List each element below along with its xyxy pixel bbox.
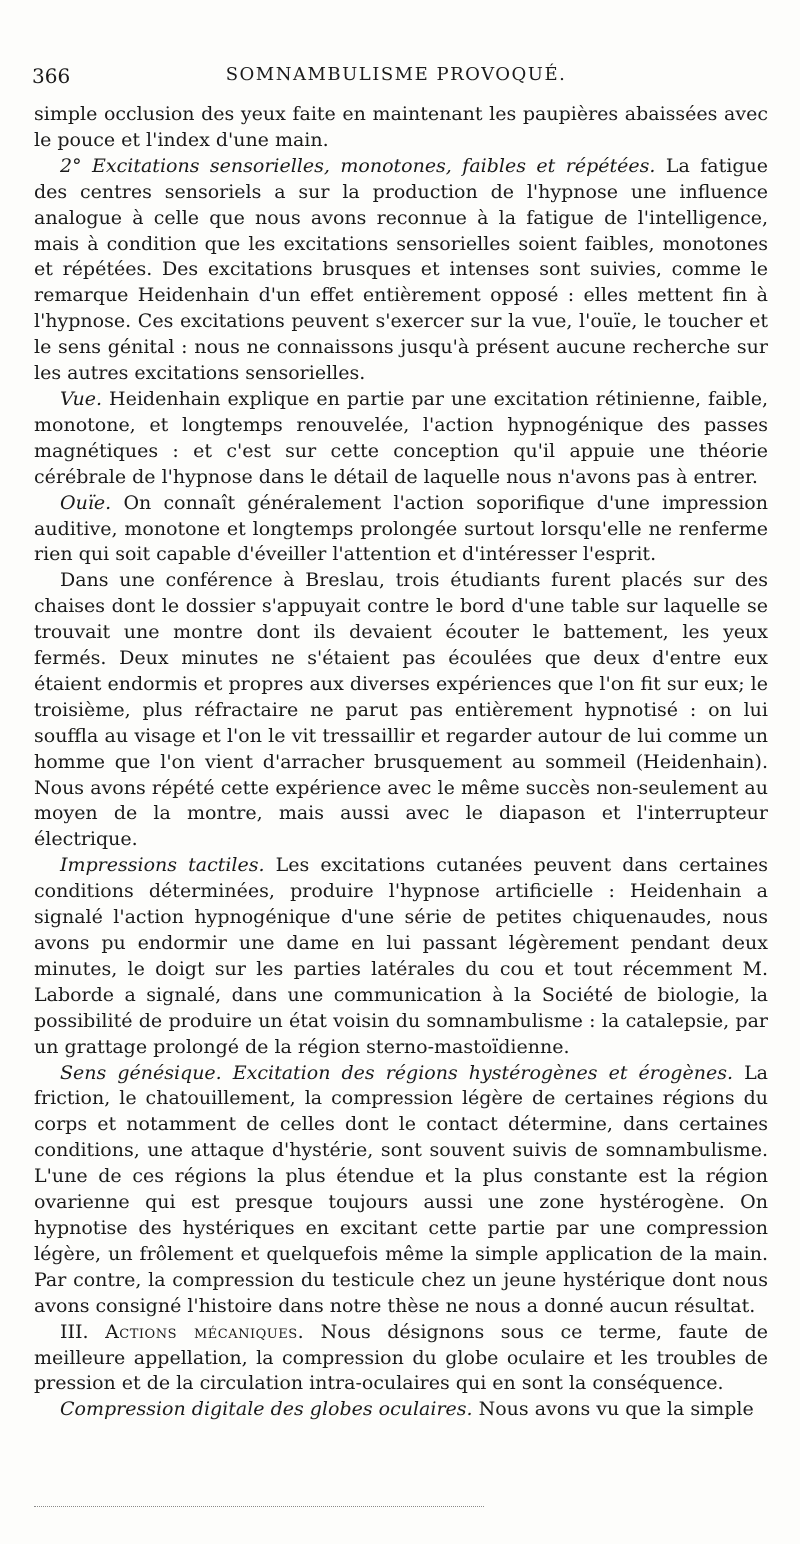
- paragraph-tactile: Impressions tactiles. Les excitations cutanées peuvent dans certaines conditions déterminées, produire l'hypnose artificielle : Heidenhain a signalé l'action hypnogénique d'une série de petites chiquenaudes, nous avons pu endormir une dame en lui passant légèrement pendant deux minutes, le doigt sur les parties latérales du cou et tout récemment M. Laborde a signalé, dans une communication à la Société de biologie, la possibilité de produire un état voisin du somnambulisme : la catalepsie, par un grattage prolongé de la région sterno-mastoïdienne.: [34, 854, 769, 1058]
- paragraph-continuation: simple occlusion des yeux faite en maintenant les paupières abaissées avec le pouce et l'index d'une main.: [34, 103, 768, 151]
- paragraph-hearing: Ouïe. On connaît généralement l'action soporifique d'une impression auditive, monotone et longtemps prolongée surtout lorsqu'elle ne renferme rien qui soit capable d'éveiller l'attention et d'intéresser l'esprit.: [34, 491, 768, 566]
- body-text: [34, 102, 768, 1423]
- section-number: III.: [60, 1320, 89, 1343]
- paragraph-ocular-compression: Compression digitale des globes oculaires. Nous avons vu que la simple: [60, 1398, 754, 1421]
- page-number: 366: [32, 64, 71, 88]
- paragraph-breslau-experiment: Dans une conférence à Breslau, trois étudiants furent placés sur des chaises dont le dossier s'appuyait contre le bord d'une table sur laquelle se trouvait une montre dont ils devaient écouter le battement, les yeux fermés. Deux minutes ne s'étaient pas écoulées que deux d'entre eux étaient endormis et propres aux diverses expériences que l'on fit sur eux; le troisième, plus réfractaire ne parut pas entièrement hypnotisé : on lui souffla au visage et l'on le vit tressaillir et regarder autour de lui comme un homme que l'on vient d'arracher brusquement au sommeil (Heidenhain). Nous avons répété cette expérience avec le même succès non-seulement au moyen de la montre, mais aussi avec le diapason et l'interrupteur électrique.: [34, 569, 768, 851]
- page-header: [32, 64, 760, 92]
- paragraph-mechanical-actions: III. Actions mécaniques. Nous désignons sous ce terme, faute de meilleure appellation, la compression du globe oculaire et les troubles de pression et de la circulation intra-oculaires qui en sont la conséquence.: [34, 1320, 768, 1395]
- paragraph-vision: Vue. Heidenhain explique en partie par une excitation rétinienne, faible, monotone, et longtemps renouvelée, l'action hypnogénique des passes magnétiques : et c'est sur cette conception qu'il appuie une théorie cérébrale de l'hypnose dans le détail de laquelle nous n'avons pas à entrer.: [34, 387, 768, 488]
- subheading-ocular-compression: Compression digitale des globes oculaires.: [60, 1398, 473, 1421]
- section-heading-mechanical: Actions mécaniques.: [105, 1320, 305, 1343]
- subheading-vision: Vue.: [60, 387, 103, 410]
- paragraph-sensory-excitations: 2° Excitations sensorielles, monotones, faibles et répétées. La fatigue des centres sensoriels a sur la production de l'hypnose une influence analogue à celle que nous avons reconnue à la fatigue de l'intelligence, mais à condition que les excitations sensorielles soient faibles, monotones et répétées. Des excitations brusques et intenses sont suivies, comme le remarque Heidenhain d'un effet entièrement opposé : elles mettent fin à l'hypnose. Ces excitations peuvent s'exercer sur la vue, l'ouïe, le toucher et le sens génital : nous ne connaissons jusqu'à présent aucune recherche sur les autres excitations sensorielles.: [34, 154, 768, 385]
- footer-dotted-rule: [34, 1506, 484, 1507]
- subheading-hearing: Ouïe.: [60, 491, 112, 514]
- paragraph-genesic: Sens génésique. Excitation des régions hystérogènes et érogènes. La friction, le chatouillement, la compression légère de certaines régions du corps et notamment de celles dont le contact détermine, dans certaines conditions, une attaque d'hystérie, sont souvent suivis de somnambulisme. L'une de ces régions la plus étendue et la plus constante est la région ovarienne qui est presque toujours aussi une zone hystérogène. On hypnotise des hystériques en excitant cette partie par une compression légère, un frôlement et quelquefois même la simple application de la main. Par contre, la compression du testicule chez un jeune hystérique dont nous avons consigné l'histoire dans notre thèse ne nous a donné aucun résultat.: [34, 1061, 769, 1317]
- section-heading-sensory: 2° Excitations sensorielles, monotones, faibles et répétées.: [60, 154, 656, 177]
- running-title: SOMNAMBULISME PROVOQUÉ.: [225, 64, 567, 85]
- subheading-tactile: Impressions tactiles.: [60, 854, 265, 877]
- subheading-genesic: Sens génésique. Excitation des régions hystérogènes et érogènes.: [60, 1061, 733, 1084]
